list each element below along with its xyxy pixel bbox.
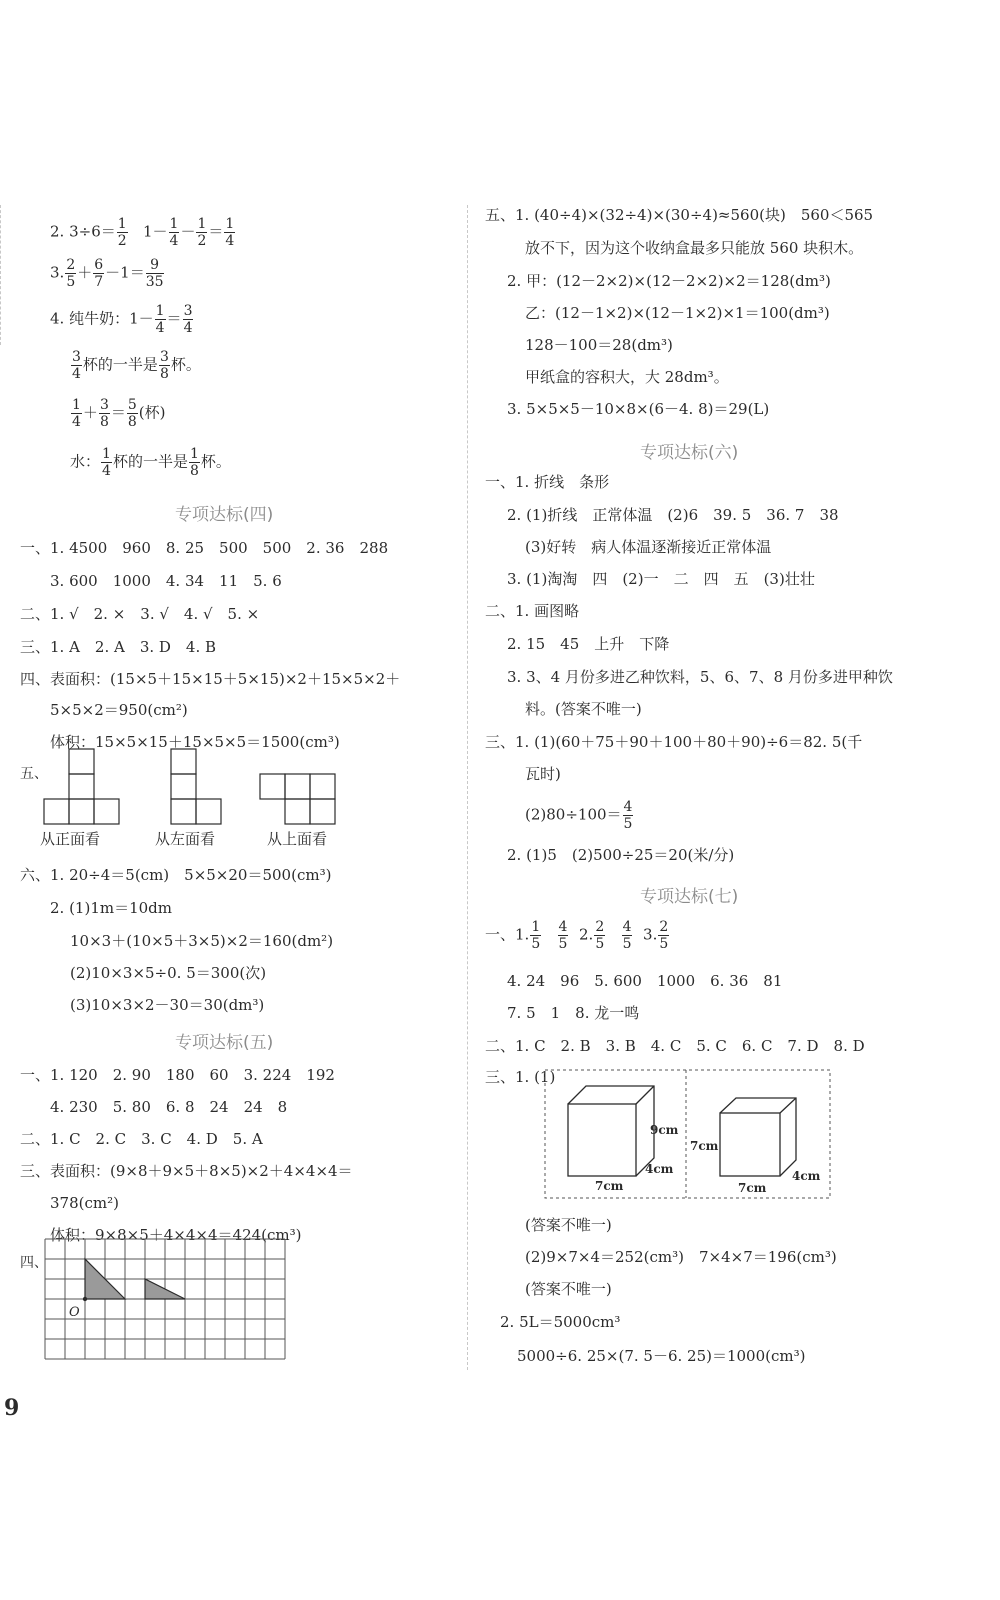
view-label-left: 从左面看 [155,830,216,848]
answer-line: 二、1. 画图略 [485,602,580,620]
section-heading: 专项达标(六) [640,443,739,463]
answer-line: $\frac{1}{4}$ ＋ $\frac{3}{8}$ ＝ $\frac{5}{8}$ (杯) [72,397,166,430]
origin-label: O [69,1305,80,1320]
answer-line: 二、1. √ 2. × 3. √ 4. √ 5. × [20,605,260,623]
answer-line: 三、1. (1)(60＋75＋90＋100＋80＋90)÷6＝82. 5(千 [485,733,863,751]
answer-line: 三、表面积：(9×8＋9×5＋8×5)×2＋4×4×4＝ [20,1162,353,1180]
answer-line: 二、1. C 2. C 3. C 4. D 5. A [20,1130,263,1148]
answer-line: 二、1. C 2. B 3. B 4. C 5. C 6. C 7. D 8. D [485,1037,865,1055]
answer-line: 2. (1)5 (2)500÷25＝20(米/分) [507,846,735,864]
answer-line: 一、1. 4500 960 8. 25 500 500 2. 36 288 [20,539,389,557]
view-label-front: 从正面看 [40,830,101,848]
grid-figure [44,1238,289,1366]
answer-line: 料。(答案不唯一) [525,700,642,718]
answer-line: 三、1. (1) [485,1068,556,1086]
answer-line: 瓦时) [525,765,561,783]
section-heading: 专项达标(四) [175,505,274,525]
answer-line: $\frac{3}{4}$ 杯的一半是 $\frac{3}{8}$ 杯。 [72,349,201,382]
answer-line: 五、1. (40÷4)×(32÷4)×(30÷4)≈560(块) 560＜565 [485,206,874,224]
answer-line: 3. 5×5×5－10×8×(6－4. 8)＝29(L) [507,400,770,418]
answer-line: 2. 5L＝5000cm³ [500,1313,621,1331]
answer-line: (3)好转 病人体温逐渐接近正常体温 [525,538,772,556]
answer-line: 体积：15×5×15＋15×5×5＝1500(cm³) [50,733,340,751]
answer-line: (答案不唯一) [525,1216,612,1234]
dim-label: 4cm [645,1162,674,1176]
answer-line: 乙：(12－1×2)×(12－1×2)×1＝100(dm³) [525,304,830,322]
answer-line: 体积：9×8×5＋4×4×4＝424(cm³) [50,1226,302,1244]
answer-line: 2. 甲：(12－2×2)×(12－2×2)×2＝128(dm³) [507,272,831,290]
answer-line: (2)80÷100＝ $\frac{4}{5}$ [525,799,633,832]
answer-line: 三、1. A 2. A 3. D 4. B [20,638,217,656]
dim-label: 4cm [792,1169,821,1183]
three-views-figure [40,740,340,830]
answer-line: 甲纸盒的容积大，大 28dm³。 [525,368,729,386]
dim-label: 7cm [738,1181,767,1195]
answer-line: 六、1. 20÷4＝5(cm) 5×5×20＝500(cm³) [20,866,332,884]
answer-line: 4. 24 96 5. 600 1000 6. 36 81 [507,972,783,990]
section-heading: 专项达标(七) [640,887,739,907]
answer-line: 4. 纯牛奶：1－ $\frac{1}{4}$ ＝ $\frac{3}{4}$ [50,303,193,336]
answer-line: 378(cm²) [50,1194,119,1212]
answer-line: 水： $\frac{1}{4}$ 杯的一半是 $\frac{1}{8}$ 杯。 [70,446,231,479]
answer-line: 2. (1)1m＝10dm [50,899,173,917]
fraction: $\frac{1}{2}$ [117,216,127,249]
answer-line: 3. $\frac{2}{5}$ ＋ $\frac{6}{7}$ －1＝ $\frac{9}{35}$ [50,257,164,290]
answer-line: (3)10×3×2－30＝30(dm³) [70,996,265,1014]
answer-line: (2)10×3×5÷0. 5＝300(次) [70,964,267,982]
answer-line: 10×3＋(10×5＋3×5)×2＝160(dm²) [70,932,334,950]
answer-line: 128－100＝28(dm³) [525,336,673,354]
answer-line: 一、1. 折线 条形 [485,473,610,491]
dim-label: 7cm [595,1179,624,1193]
answer-line: 5000÷6. 25×(7. 5－6. 25)＝1000(cm³) [517,1347,806,1365]
answer-line: 3. 600 1000 4. 34 11 5. 6 [50,572,282,590]
answer-line: 四、表面积：(15×5＋15×15＋5×15)×2＋15×5×2＋ [20,670,401,688]
section-heading: 专项达标(五) [175,1033,274,1053]
dim-label: 7cm [690,1139,719,1153]
answer-line: 一、1. 120 2. 90 180 60 3. 224 192 [20,1066,335,1084]
answer-line: 2. (1)折线 正常体温 (2)6 39. 5 36. 7 38 [507,506,839,524]
answer-line: 3. 3、4 月份多进乙种饮料，5、6、7、8 月份多进甲种饮 [507,668,893,686]
answer-line: 5×5×2＝950(cm²) [50,701,188,719]
answer-line: (2)9×7×4＝252(cm³) 7×4×7＝196(cm³) [525,1248,837,1266]
question-label: 四、 [20,1255,48,1271]
origin-point [83,1297,87,1301]
page-number: 9 [4,1395,20,1421]
question-label: 五、 [20,766,48,782]
answer-line: 3. (1)淘淘 四 (2)一 二 四 五 (3)壮壮 [507,570,815,588]
cuboid-figure [540,1066,840,1206]
answer-line: 2. 15 45 上升 下降 [507,635,670,653]
answer-line: 7. 5 1 8. 龙一鸣 [507,1004,640,1022]
answer-line: (答案不唯一) [525,1280,612,1298]
view-label-top: 从上面看 [267,830,328,848]
answer-line: 放不下，因为这个收纳盒最多只能放 560 块积木。 [525,239,864,257]
answer-line: 4. 230 5. 80 6. 8 24 24 8 [50,1098,288,1116]
answer-line: 2. 3÷6＝ $\frac{1}{2}$ 1－ $\frac{1}{4}$ － $\frac{1}{2}$ ＝ $\frac{1}{4}$ [50,216,235,249]
column-divider [467,205,468,1370]
dim-label: 9cm [650,1123,679,1137]
left-margin-line [0,205,1,345]
answer-line: 一、1. $\frac{1}{5}$ $\frac{4}{5}$ 2. $\frac{2}{5}$ $\frac{4}{5}$ 3. $\frac{2}{5}$ [485,919,669,952]
